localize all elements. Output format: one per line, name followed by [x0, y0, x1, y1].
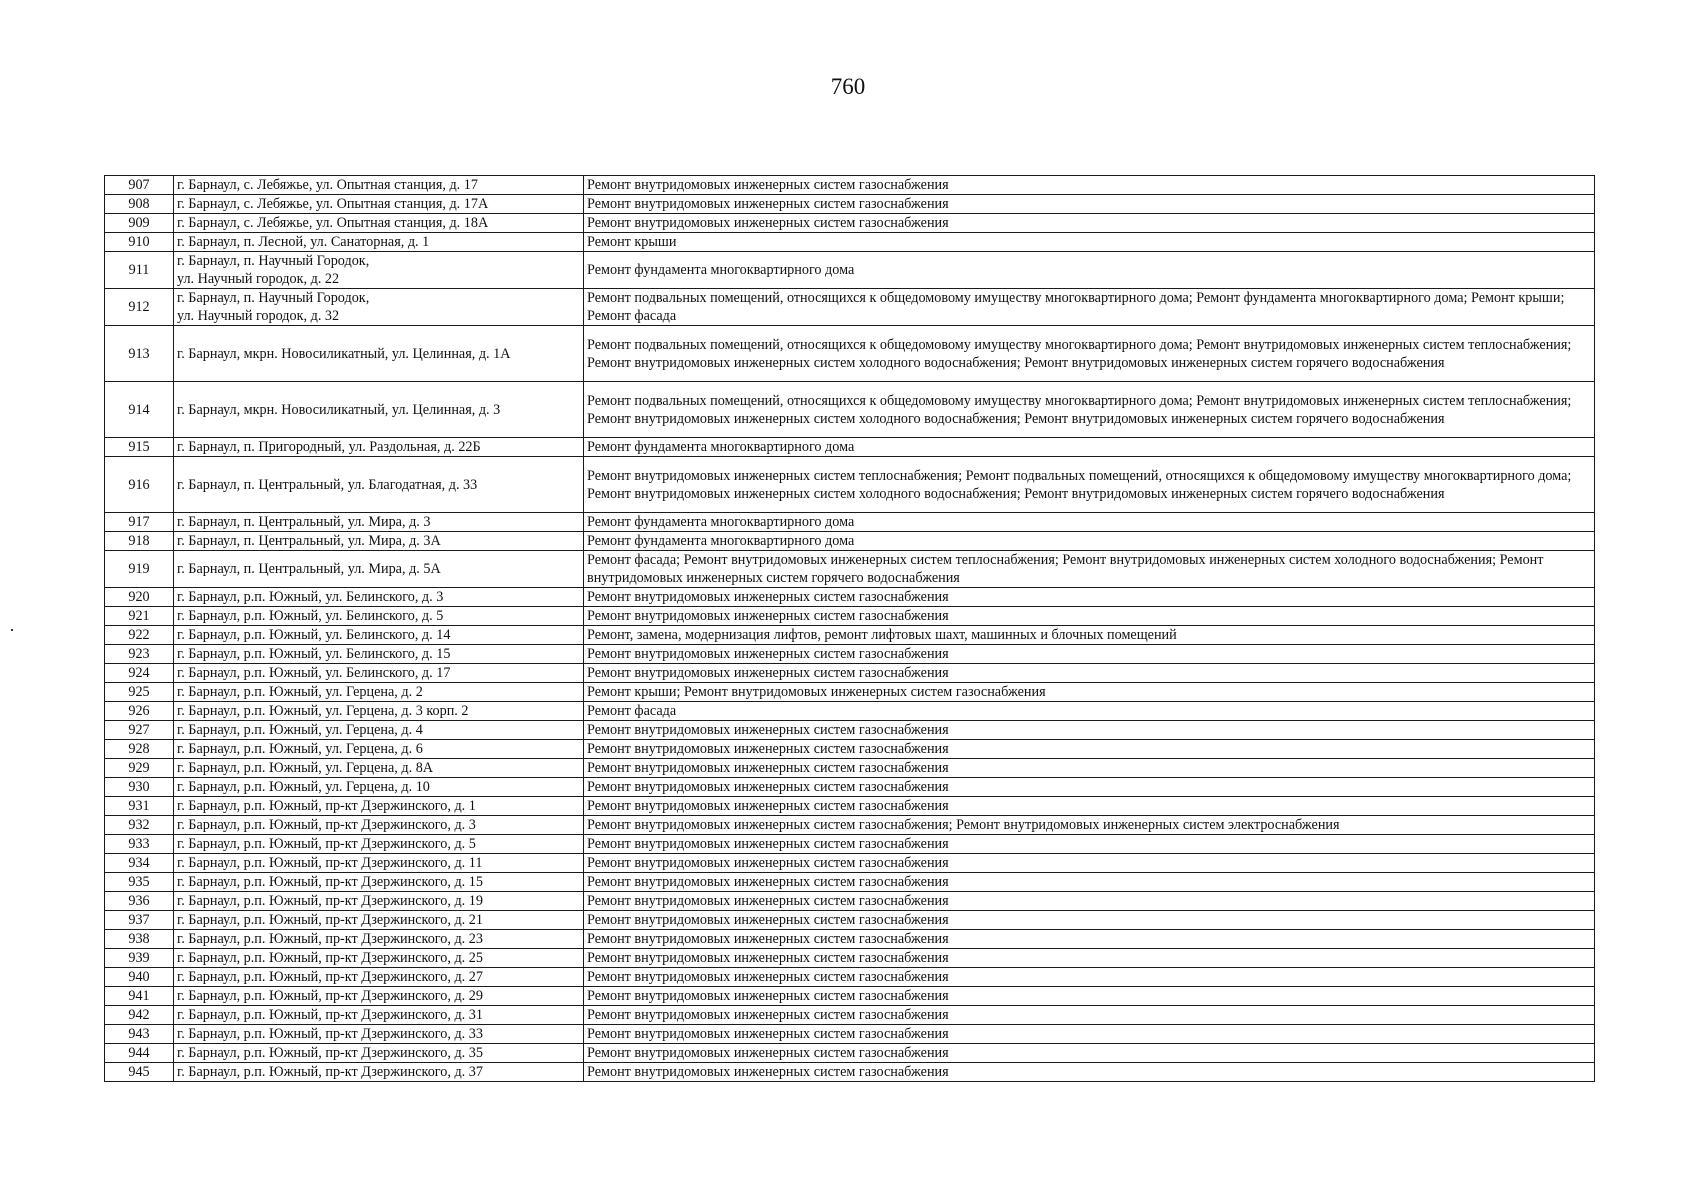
row-number-cell: 941 — [105, 987, 174, 1006]
works-cell: Ремонт внутридомовых инженерных систем газоснабжения — [584, 911, 1595, 930]
row-number-cell: 924 — [105, 664, 174, 683]
table-row — [105, 195, 1595, 214]
works-cell: Ремонт внутридомовых инженерных систем газоснабжения — [584, 854, 1595, 873]
row-number-cell: 915 — [105, 438, 174, 457]
address-cell: г. Барнаул, р.п. Южный, пр-кт Дзержинского, д. 23 — [174, 930, 584, 949]
works-cell: Ремонт внутридомовых инженерных систем теплоснабжения; Ремонт подвальных помещений, относящихся к общедомовому имуществу многоквартирного дома; Ремонт внутридомовых инженерных систем холодного водоснабжения; Ремонт внутридомовых инженерных систем горячего водоснабжения — [584, 457, 1595, 513]
row-number-cell: 908 — [105, 195, 174, 214]
address-cell: г. Барнаул, п. Научный Городок, ул. Научный городок, д. 32 — [174, 289, 584, 326]
row-number-cell: 917 — [105, 513, 174, 532]
table-row — [105, 683, 1595, 702]
row-number-cell: 920 — [105, 588, 174, 607]
works-cell: Ремонт внутридомовых инженерных систем газоснабжения — [584, 1044, 1595, 1063]
works-cell: Ремонт внутридомовых инженерных систем газоснабжения — [584, 195, 1595, 214]
works-cell: Ремонт внутридомовых инженерных систем газоснабжения; Ремонт внутридомовых инженерных систем электроснабжения — [584, 816, 1595, 835]
row-number-cell: 937 — [105, 911, 174, 930]
table-row — [105, 854, 1595, 873]
table-row — [105, 664, 1595, 683]
address-cell: г. Барнаул, р.п. Южный, ул. Белинского, д. 3 — [174, 588, 584, 607]
row-number-cell: 913 — [105, 326, 174, 382]
row-number-cell: 914 — [105, 382, 174, 438]
address-cell: г. Барнаул, мкрн. Новосиликатный, ул. Целинная, д. 3 — [174, 382, 584, 438]
table-row — [105, 233, 1595, 252]
table-row — [105, 949, 1595, 968]
address-cell: г. Барнаул, р.п. Южный, пр-кт Дзержинского, д. 33 — [174, 1025, 584, 1044]
works-cell: Ремонт внутридомовых инженерных систем газоснабжения — [584, 176, 1595, 195]
address-cell: г. Барнаул, п. Центральный, ул. Благодатная, д. 33 — [174, 457, 584, 513]
address-cell: г. Барнаул, р.п. Южный, ул. Белинского, д. 5 — [174, 607, 584, 626]
works-cell: Ремонт внутридомовых инженерных систем газоснабжения — [584, 949, 1595, 968]
works-cell: Ремонт внутридомовых инженерных систем газоснабжения — [584, 645, 1595, 664]
works-cell: Ремонт крыши; Ремонт внутридомовых инженерных систем газоснабжения — [584, 683, 1595, 702]
row-number-cell: 942 — [105, 1006, 174, 1025]
table-row — [105, 797, 1595, 816]
works-cell: Ремонт фасада; Ремонт внутридомовых инженерных систем теплоснабжения; Ремонт внутридомовых инженерных систем холодного водоснабжения; Ремонт внутридомовых инженерных систем горячего водоснабжения — [584, 551, 1595, 588]
works-cell: Ремонт фундамента многоквартирного дома — [584, 532, 1595, 551]
row-number-cell: 918 — [105, 532, 174, 551]
works-cell: Ремонт внутридомовых инженерных систем газоснабжения — [584, 664, 1595, 683]
works-cell: Ремонт, замена, модернизация лифтов, ремонт лифтовых шахт, машинных и блочных помещений — [584, 626, 1595, 645]
table-row — [105, 176, 1595, 195]
row-number-cell: 911 — [105, 252, 174, 289]
row-number-cell: 932 — [105, 816, 174, 835]
address-cell: г. Барнаул, с. Лебяжье, ул. Опытная станция, д. 17 — [174, 176, 584, 195]
works-cell: Ремонт фундамента многоквартирного дома — [584, 438, 1595, 457]
row-number-cell: 912 — [105, 289, 174, 326]
address-cell: г. Барнаул, р.п. Южный, пр-кт Дзержинского, д. 37 — [174, 1063, 584, 1082]
address-cell: г. Барнаул, п. Центральный, ул. Мира, д. 3А — [174, 532, 584, 551]
table-row — [105, 289, 1595, 326]
row-number-cell: 934 — [105, 854, 174, 873]
address-cell: г. Барнаул, р.п. Южный, ул. Герцена, д. 10 — [174, 778, 584, 797]
page-number: 760 — [830, 74, 866, 99]
table-row — [105, 532, 1595, 551]
address-cell: г. Барнаул, р.п. Южный, ул. Белинского, д. 15 — [174, 645, 584, 664]
table-row — [105, 438, 1595, 457]
address-cell: г. Барнаул, р.п. Южный, пр-кт Дзержинского, д. 3 — [174, 816, 584, 835]
table-row — [105, 457, 1595, 513]
table-row — [105, 588, 1595, 607]
row-number-cell: 916 — [105, 457, 174, 513]
row-number-cell: 936 — [105, 892, 174, 911]
table-row — [105, 513, 1595, 532]
address-cell: г. Барнаул, р.п. Южный, ул. Белинского, д. 14 — [174, 626, 584, 645]
row-number-cell: 931 — [105, 797, 174, 816]
works-cell: Ремонт внутридомовых инженерных систем газоснабжения — [584, 968, 1595, 987]
table-row — [105, 930, 1595, 949]
works-cell: Ремонт внутридомовых инженерных систем газоснабжения — [584, 1063, 1595, 1082]
works-cell: Ремонт внутридомовых инженерных систем газоснабжения — [584, 797, 1595, 816]
row-number-cell: 926 — [105, 702, 174, 721]
address-cell: г. Барнаул, с. Лебяжье, ул. Опытная станция, д. 17А — [174, 195, 584, 214]
address-cell: г. Барнаул, р.п. Южный, ул. Герцена, д. 8А — [174, 759, 584, 778]
row-number-cell: 943 — [105, 1025, 174, 1044]
address-cell: г. Барнаул, р.п. Южный, ул. Герцена, д. 6 — [174, 740, 584, 759]
table-row — [105, 1063, 1595, 1082]
table-row — [105, 721, 1595, 740]
row-number-cell: 922 — [105, 626, 174, 645]
table-row — [105, 759, 1595, 778]
works-cell: Ремонт внутридомовых инженерных систем газоснабжения — [584, 892, 1595, 911]
address-cell: г. Барнаул, п. Пригородный, ул. Раздольная, д. 22Б — [174, 438, 584, 457]
address-cell: г. Барнаул, р.п. Южный, ул. Герцена, д. 3 корп. 2 — [174, 702, 584, 721]
address-cell: г. Барнаул, р.п. Южный, пр-кт Дзержинского, д. 5 — [174, 835, 584, 854]
table-row — [105, 1044, 1595, 1063]
address-cell: г. Барнаул, мкрн. Новосиликатный, ул. Целинная, д. 1А — [174, 326, 584, 382]
row-number-cell: 935 — [105, 873, 174, 892]
table-row — [105, 816, 1595, 835]
address-cell: г. Барнаул, р.п. Южный, ул. Герцена, д. 4 — [174, 721, 584, 740]
table-body — [105, 176, 1595, 1082]
works-cell: Ремонт внутридомовых инженерных систем газоснабжения — [584, 607, 1595, 626]
table-row — [105, 252, 1595, 289]
table-row — [105, 382, 1595, 438]
row-number-cell: 907 — [105, 176, 174, 195]
table-row — [105, 892, 1595, 911]
table-row — [105, 214, 1595, 233]
table-row — [105, 607, 1595, 626]
table-row — [105, 626, 1595, 645]
address-cell: г. Барнаул, п. Лесной, ул. Санаторная, д. 1 — [174, 233, 584, 252]
row-number-cell: 944 — [105, 1044, 174, 1063]
works-cell: Ремонт внутридомовых инженерных систем газоснабжения — [584, 873, 1595, 892]
works-cell: Ремонт внутридомовых инженерных систем газоснабжения — [584, 930, 1595, 949]
scan-speck — [11, 629, 13, 631]
address-cell: г. Барнаул, р.п. Южный, пр-кт Дзержинского, д. 29 — [174, 987, 584, 1006]
table-row — [105, 987, 1595, 1006]
works-cell: Ремонт внутридомовых инженерных систем газоснабжения — [584, 588, 1595, 607]
row-number-cell: 945 — [105, 1063, 174, 1082]
works-cell: Ремонт фасада — [584, 702, 1595, 721]
address-cell: г. Барнаул, р.п. Южный, пр-кт Дзержинского, д. 25 — [174, 949, 584, 968]
address-cell: г. Барнаул, п. Научный Городок, ул. Научный городок, д. 22 — [174, 252, 584, 289]
row-number-cell: 929 — [105, 759, 174, 778]
row-number-cell: 919 — [105, 551, 174, 588]
works-cell: Ремонт внутридомовых инженерных систем газоснабжения — [584, 835, 1595, 854]
address-cell: г. Барнаул, р.п. Южный, ул. Герцена, д. 2 — [174, 683, 584, 702]
address-cell: г. Барнаул, р.п. Южный, пр-кт Дзержинского, д. 27 — [174, 968, 584, 987]
row-number-cell: 923 — [105, 645, 174, 664]
address-cell: г. Барнаул, р.п. Южный, пр-кт Дзержинского, д. 15 — [174, 873, 584, 892]
works-cell: Ремонт подвальных помещений, относящихся к общедомовому имуществу многоквартирного дома; Ремонт внутридомовых инженерных систем теплоснабжения; Ремонт внутридомовых инженерных систем холодного водоснабжения; Ремонт внутридомовых инженерных систем горячего водоснабжения — [584, 326, 1595, 382]
address-cell: г. Барнаул, р.п. Южный, пр-кт Дзержинского, д. 31 — [174, 1006, 584, 1025]
table-row — [105, 1025, 1595, 1044]
address-cell: г. Барнаул, р.п. Южный, пр-кт Дзержинского, д. 19 — [174, 892, 584, 911]
table-row — [105, 551, 1595, 588]
table-row — [105, 740, 1595, 759]
works-cell: Ремонт подвальных помещений, относящихся к общедомовому имуществу многоквартирного дома; Ремонт фундамента многоквартирного дома; Ремонт крыши; Ремонт фасада — [584, 289, 1595, 326]
table-row — [105, 702, 1595, 721]
row-number-cell: 930 — [105, 778, 174, 797]
address-cell: г. Барнаул, п. Центральный, ул. Мира, д. 3 — [174, 513, 584, 532]
works-cell: Ремонт внутридомовых инженерных систем газоснабжения — [584, 759, 1595, 778]
works-cell: Ремонт фундамента многоквартирного дома — [584, 252, 1595, 289]
table-row — [105, 645, 1595, 664]
row-number-cell: 938 — [105, 930, 174, 949]
address-cell: г. Барнаул, р.п. Южный, пр-кт Дзержинского, д. 1 — [174, 797, 584, 816]
table-row — [105, 873, 1595, 892]
table-row — [105, 778, 1595, 797]
address-cell: г. Барнаул, р.п. Южный, пр-кт Дзержинского, д. 11 — [174, 854, 584, 873]
address-cell: г. Барнаул, р.п. Южный, пр-кт Дзержинского, д. 35 — [174, 1044, 584, 1063]
works-cell: Ремонт внутридомовых инженерных систем газоснабжения — [584, 1025, 1595, 1044]
works-cell: Ремонт внутридомовых инженерных систем газоснабжения — [584, 740, 1595, 759]
row-number-cell: 940 — [105, 968, 174, 987]
row-number-cell: 927 — [105, 721, 174, 740]
row-number-cell: 928 — [105, 740, 174, 759]
works-cell: Ремонт внутридомовых инженерных систем газоснабжения — [584, 778, 1595, 797]
address-cell: г. Барнаул, п. Центральный, ул. Мира, д. 5А — [174, 551, 584, 588]
works-cell: Ремонт подвальных помещений, относящихся к общедомовому имуществу многоквартирного дома; Ремонт внутридомовых инженерных систем теплоснабжения; Ремонт внутридомовых инженерных систем холодного водоснабжения; Ремонт внутридомовых инженерных систем горячего водоснабжения — [584, 382, 1595, 438]
address-cell: г. Барнаул, с. Лебяжье, ул. Опытная станция, д. 18А — [174, 214, 584, 233]
row-number-cell: 910 — [105, 233, 174, 252]
row-number-cell: 925 — [105, 683, 174, 702]
works-cell: Ремонт внутридомовых инженерных систем газоснабжения — [584, 214, 1595, 233]
address-cell: г. Барнаул, р.п. Южный, пр-кт Дзержинского, д. 21 — [174, 911, 584, 930]
works-cell: Ремонт крыши — [584, 233, 1595, 252]
works-cell: Ремонт фундамента многоквартирного дома — [584, 513, 1595, 532]
works-cell: Ремонт внутридомовых инженерных систем газоснабжения — [584, 987, 1595, 1006]
table-row — [105, 326, 1595, 382]
table-row — [105, 911, 1595, 930]
row-number-cell: 909 — [105, 214, 174, 233]
row-number-cell: 921 — [105, 607, 174, 626]
repair-register-table — [104, 175, 1595, 1082]
table-row — [105, 835, 1595, 854]
row-number-cell: 939 — [105, 949, 174, 968]
works-cell: Ремонт внутридомовых инженерных систем газоснабжения — [584, 1006, 1595, 1025]
table-row — [105, 1006, 1595, 1025]
works-cell: Ремонт внутридомовых инженерных систем газоснабжения — [584, 721, 1595, 740]
address-cell: г. Барнаул, р.п. Южный, ул. Белинского, д. 17 — [174, 664, 584, 683]
row-number-cell: 933 — [105, 835, 174, 854]
table-row — [105, 968, 1595, 987]
